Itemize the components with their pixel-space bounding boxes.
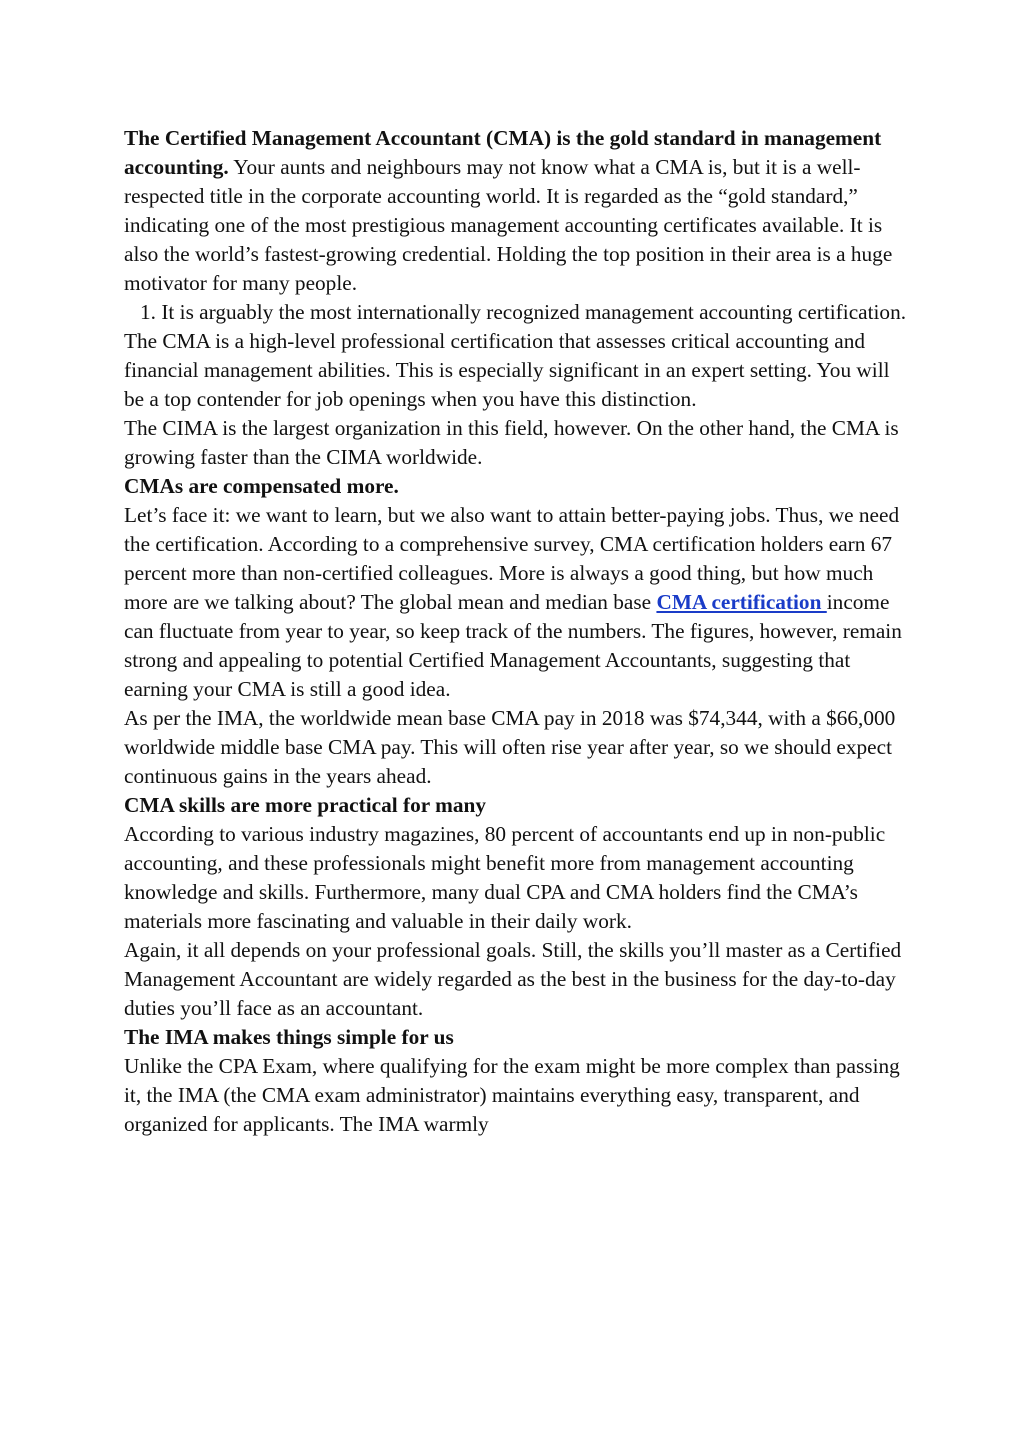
document-page [124, 124, 914, 1139]
paragraph-cima-comparison: The CIMA is the largest organization in this field, however. On the other hand, the CMA is growing faster than the CIMA worldwide. [124, 416, 899, 469]
paragraph-text-after-link: income can fluctuate from year to year, so keep track of the numbers. The figures, however, remain strong and appealing to potential Certified Management Accountants, suggesting that earning your CMA is still a good idea. [124, 590, 902, 701]
list-item [124, 298, 914, 327]
paragraph-high-level-certification: The CMA is a high-level professional certification that assesses critical accounting and financial management abilities. This is especially significant in an expert setting. You will be a top contender for job openings when you have this distinction. [124, 329, 890, 411]
intro-bold-lead: The Certified Management Accountant (CMA) is the gold standard in management accounting. [124, 126, 882, 179]
list-item-text: It is arguably the most internationally recognized management accounting certification. [161, 300, 907, 324]
paragraph-industry-magazines: According to various industry magazines, 80 percent of accountants end up in non-public accounting, and these professionals might benefit more from management accounting knowledge and skills. Furthermore, many dual CPA and CMA holders find the CMA’s materials more fascinating and valuable in their daily work. [124, 822, 886, 933]
numbered-list [124, 298, 914, 327]
list-item-number: 1. [140, 300, 156, 324]
section-heading-practical-skills: CMA skills are more practical for many [124, 793, 486, 817]
paragraph-text-before-link: Let’s face it: we want to learn, but we also want to attain better-paying jobs. Thus, we need the certification. According to a comprehensive survey, CMA certification holders earn 67 percent more than non-certified colleagues. More is always a good thing, but how much more are we talking about? The global mean and median base [124, 503, 900, 614]
paragraph-ima-pay-figures: As per the IMA, the worldwide mean base CMA pay in 2018 was $74,344, with a $66,000 worldwide middle base CMA pay. This will often rise year after year, so we should expect continuous gains in the years ahead. [124, 706, 896, 788]
section-heading-ima-simple: The IMA makes things simple for us [124, 1025, 454, 1049]
paragraph-cpa-exam-comparison: Unlike the CPA Exam, where qualifying for the exam might be more complex than passing it, the IMA (the CMA exam administrator) maintains everything easy, transparent, and organized for applicants. The IMA warmly [124, 1054, 900, 1136]
paragraph-professional-goals: Again, it all depends on your professional goals. Still, the skills you’ll master as a Certified Management Accountant are widely regarded as the best in the business for the day-to-day duties you’ll face as an accountant. [124, 938, 902, 1020]
section-heading-compensation: CMAs are compensated more. [124, 474, 399, 498]
cma-certification-link[interactable]: CMA certification [656, 590, 827, 614]
paragraph-better-paying-jobs [124, 501, 914, 704]
intro-paragraph [124, 124, 914, 298]
intro-text: Your aunts and neighbours may not know what a CMA is, but it is a well-respected title in the corporate accounting world. It is regarded as the “gold standard,” indicating one of the most prestigious management accounting certificates available. It is also the world’s fastest-growing credential. Holding the top position in their area is a huge motivator for many people. [124, 155, 893, 295]
